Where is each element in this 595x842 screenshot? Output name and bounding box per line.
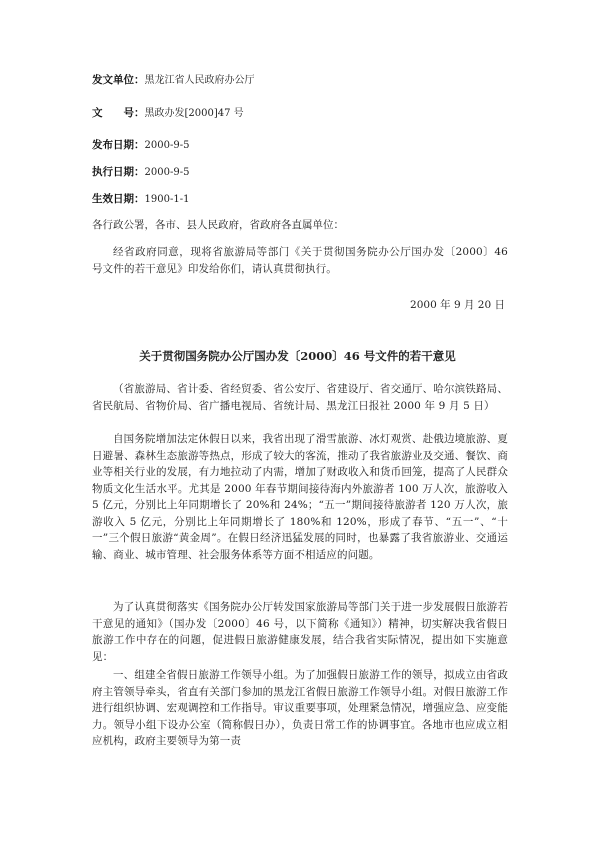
doc-no-label: 文 号： [92,107,145,119]
publish-date-label: 发布日期： [92,139,145,151]
effective-date-value: 2000-9-5 [144,167,190,178]
meta-issuer [92,71,255,87]
meta-doc-no [92,104,244,120]
meta-valid-date [92,191,189,206]
letter-body: 经省政府同意，现将省旅游局等部门《关于贯彻国务院办公厅国办发〔2000〕46 号文件的若干意见》印发给你们，请认真贯彻执行。 [92,246,508,275]
opinion-para-3: 一、组建全省假日旅游工作领导小组。为了加强假日旅游工作的领导，拟成立由省政府主管领导牵头，省直有关部门参加的黑龙江省假日旅游工作领导小组。对假日旅游工作进行组织协调、宏观调控和工作指导。审议重要事项，处理紧急情况，增强应急、应变能力。领导小组下设办公室（简称假日办），负责日常工作的协调事宜。各地市也应成立相应机构，政府主要领导为第一责 [92,669,508,747]
opinion-para-1: 自国务院增加法定休假日以来，我省出现了滑雪旅游、冰灯观赏、赴俄边境旅游、夏日避暑、森林生态旅游等热点，形成了较大的客流，推动了我省旅游业及交通、餐饮、商业等相关行业的发展，有力地拉动了内需，增加了财政收入和货币回笼，提高了人民群众物质文化生活水平。尤其是 2000 年春节期间接待海内外旅游者 100 万人次，旅游收入 5 亿元，分别比上年同期增长了 20%和 24%；“五一”期间接待旅游者 120 万人次，旅游收入 5 亿元，分别比上年同期增长了 180%和 120%，形成了春节、“五一”、“十一”三个假日旅游“黄金周”。在假日经济迅猛发展的同时，也暴露了我省旅游业、交通运输、商业、城市管理、社会服务体系等方面不相适应的问题。 [92,433,508,561]
meta-effective-date [92,164,189,179]
publish-date-value: 2000-9-5 [144,140,190,151]
issuer-label: 发文单位： [92,74,145,86]
letter-date: 2000 年 9 月 20 日 [410,299,505,311]
opinion-authors: （省旅游局、省计委、省经贸委、省公安厅、省建设厅、省交通厅、哈尔滨铁路局、省民航局、省物价局、省广播电视局、省统计局、黑龙江日报社 2000 年 9 月 5 日） [92,383,508,412]
effective-date-label: 执行日期： [92,166,145,178]
letter-salutation: 各行政公署，各市、县人民政府，省政府各直属单位： [92,219,344,231]
issuer-value: 黑龙江省人民政府办公厅 [144,75,255,86]
valid-date-value: 1900-1-1 [144,194,190,205]
opinion-title: 关于贯彻国务院办公厅国办发〔2000〕46 号文件的若干意见 [139,349,456,363]
doc-no-value: 黑政办发[2000]47 号 [144,108,244,119]
opinion-para-2: 为了认真贯彻落实《国务院办公厅转发国家旅游局等部门关于进一步发展假日旅游若干意见的通知》（国办发〔2000〕46 号，以下简称《通知》）精神，切实解决我省假日旅游工作中存在的问题，促进假日旅游健康发展，结合我省实际情况，提出如下实施意见： [92,601,508,663]
valid-date-label: 生效日期： [92,193,145,205]
meta-publish-date [92,137,189,152]
